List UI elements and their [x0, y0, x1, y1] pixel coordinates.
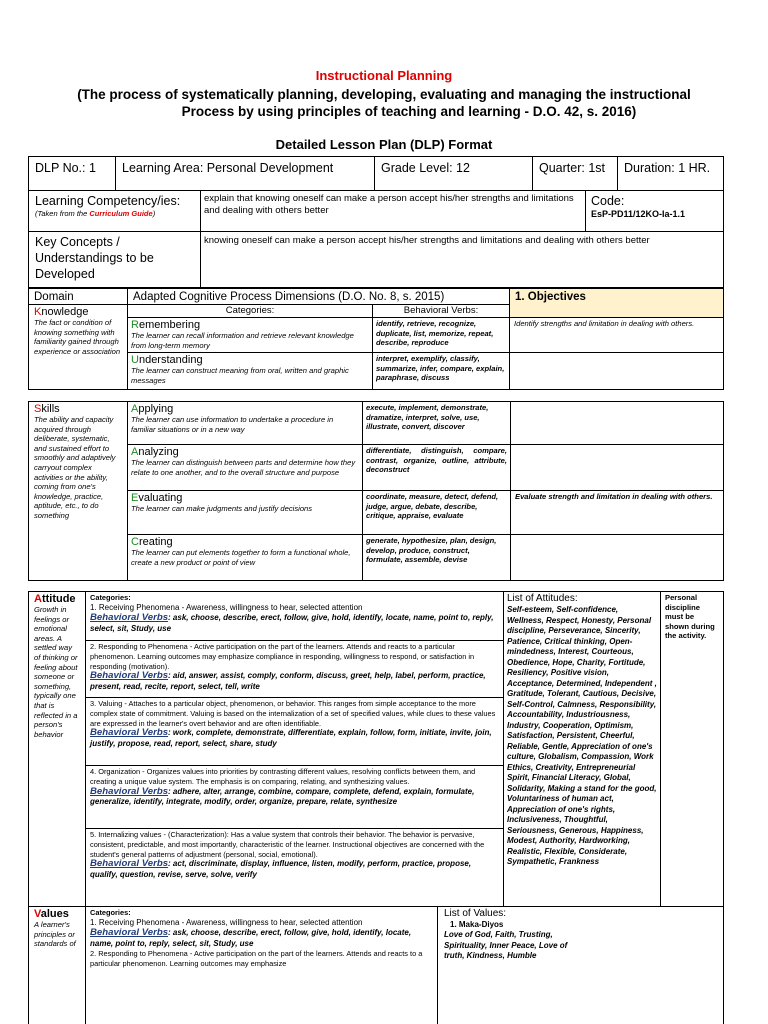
key-concepts-label: Key Concepts / Understandings to be Developed	[35, 235, 154, 281]
values-item-1-verbs: Behavioral Verbs: ask, choose, describe, erect, follow, give, hold, identify, locate, name, point to, reply, select, sit, Study, use	[90, 927, 412, 948]
key-concepts-text: knowing oneself can make a person accept his/her strengths and limitations and dealing with others better	[204, 235, 650, 246]
attitude-categories-label: Categories:	[90, 593, 131, 602]
evaluating-verbs-cell	[362, 490, 511, 535]
verbs-header: Behavioral Verbs:	[403, 305, 479, 316]
duration: Duration: 1 HR.	[624, 161, 711, 175]
categories-header: Categories:	[225, 305, 275, 316]
attitude-item-4-verbs: Behavioral Verbs: adhere, alter, arrange, combine, compare, complete, defend, explain, formulate, generalize, identify, integrate, modify, order, organize, prepare, relate, synthesize	[90, 785, 475, 806]
applying-objective-cell	[510, 401, 724, 445]
analyzing-cell	[127, 444, 363, 491]
creating-title: Creating	[131, 536, 173, 548]
analyzing-desc: The learner can distinguish between parts and determine how they relate to one another, and to the overall structure and purpose	[131, 458, 356, 477]
creating-verbs-cell	[362, 534, 511, 581]
attitudes-list-cell	[503, 591, 661, 907]
creating-desc: The learner can put elements together to form a functional whole, create a new product or point of view	[131, 548, 351, 567]
applying-verbs: execute, implement, demonstrate, dramatize, interpret, solve, use, illustrate, convert, discover	[366, 403, 489, 432]
understanding-objective-cell	[509, 352, 724, 390]
key-concepts-label-cell	[28, 231, 201, 288]
attitude-title: Attitude	[34, 593, 76, 605]
understanding-desc: The learner can construct meaning from oral, written and graphic messages	[131, 366, 349, 385]
values-item-2: 2. Responding to Phenomena - Active participation on the part of the learners. Attends and reacts to a particular phenomenon. Learning outcomes may emphasize	[90, 949, 423, 968]
format-title: Detailed Lesson Plan (DLP) Format	[275, 137, 493, 152]
attitude-item-1-head: 1. Receiving Phenomena - Awareness, willingness to hear, selected attention	[90, 602, 363, 612]
remembering-cell	[127, 317, 373, 353]
applying-desc: The learner can use information to undertake a procedure in familiar situations or in a new way	[131, 415, 334, 434]
attitude-item-1-verbs: Behavioral Verbs: ask, choose, describe, erect, follow, give, hold, identify, locate, name, point to, reply, select, sit, Study, use	[90, 612, 494, 633]
subtitle-line-1: (The process of systematically planning, developing, evaluating and managing the instructional	[77, 87, 691, 102]
remembering-title: Remembering	[131, 319, 201, 331]
attitude-item-3-verbs: Behavioral Verbs: work, complete, demonstrate, differentiate, explain, follow, form, initiate, invite, join, justify, propose, read, report, select, share, study	[90, 727, 492, 748]
grade-level-cell	[374, 156, 533, 191]
dlp-no: DLP No.: 1	[35, 161, 96, 175]
applying-cell	[127, 401, 363, 445]
skills-title: Skills	[34, 403, 60, 415]
competency-text: explain that knowing oneself can make a person accept his/her strengths and limitations and dealing with others better	[204, 193, 574, 216]
verbs-header-cell	[372, 304, 510, 318]
skills-table	[28, 401, 724, 581]
attitude-item-2-verbs: Behavioral Verbs: aid, answer, assist, comply, conform, discuss, greet, help, label, perform, practice, present, read, recite, report, select, tell, write	[90, 670, 486, 691]
curriculum-guide-note: (Taken from the Curriculum Guide)	[35, 209, 156, 218]
attitude-item-5-head: 5. Internalizing values - (Characterization): Has a value system that controls their behavior. The behavior is pervasive, consistent, predictable, and most importantly, characteristic of the learner. Instructional objectives are concerned with the student's general patterns of adjustment (personal, social, emotional).	[90, 830, 485, 859]
understanding-verbs: interpret, exemplify, classify, summarize, infer, compare, explain, paraphrase, discuss	[376, 354, 505, 383]
knowledge-objective-cell	[509, 317, 724, 353]
code-cell	[585, 190, 724, 232]
knowledge-objective: Identify strengths and limitation in dealing with others.	[514, 319, 695, 328]
dlp-no-cell	[28, 156, 116, 191]
analyzing-verbs: differentiate, distinguish, compare, contrast, organize, outline, attribute, deconstruct	[366, 446, 507, 475]
curriculum-guide-link[interactable]: Curriculum Guide	[89, 209, 153, 218]
remembering-verbs-cell	[372, 317, 510, 353]
code-value: EsP-PD11/12KO-Ia-1.1	[591, 209, 686, 219]
attitudes-list-label: List of Attitudes:	[507, 593, 578, 604]
attitude-item-5-verbs: Behavioral Verbs: act, discriminate, display, influence, listen, modify, perform, practice, propose, qualify, question, revise, serve, solve, verify	[90, 858, 472, 879]
values-categories-cell	[85, 906, 438, 1024]
applying-verbs-cell	[362, 401, 511, 445]
page-subtitle	[0, 86, 768, 120]
values-item-1: 1. Receiving Phenomena - Awareness, willingness to hear, selected attention	[90, 917, 363, 927]
attitudes-list: Self-esteem, Self-confidence, Wellness, Respect, Honesty, Personal discipline, Perseverance, Sincerity, Patience, Critical thinking, Open-mindedness, Interest, Courteous, Obedience, Hope, Charity, Fortitude, Resiliency, Positive vision, Acceptance, Determined, Independent , Gratitude, Tolerant, Cautious, Decisive, Self-Control, Calmness, Responsibility, Accountability, Industriousness, Industry, Cooperation, Optimism, Satisfaction, Persistent, Cheerful, Reliable, Gentle, Appreciation of one's culture, Globalism, Compassion, Work Ethics, Creativity, Entrepreneurial Spirit, Financial Literacy, Global, Solidarity, Making a stand for the good, Voluntariness of human act, Appreciation of one's rights, Inclusiveness, Thoughtful, Seriousness, Generous, Happiness, Modest, Authority, Hardworking, Realistic, Flexible, Considerate, Sympathetic, Frankness	[507, 605, 657, 866]
attitude-objective-cell	[660, 591, 724, 907]
objectives-header-cell	[509, 288, 724, 318]
competency-text-cell	[200, 190, 586, 232]
categories-header-cell	[127, 304, 373, 318]
values-list-item: 1. Maka-Diyos	[450, 920, 504, 929]
applying-title: Applying	[131, 403, 174, 415]
competency-label-cell	[28, 190, 201, 232]
attitude-item-2	[85, 640, 504, 698]
values-title: Values	[34, 908, 69, 920]
learning-area: Learning Area: Personal Development	[122, 161, 334, 175]
creating-verbs: generate, hypothesize, plan, design, develop, produce, construct, formulate, assemble, devise	[366, 536, 497, 565]
evaluating-desc: The learner can make judgments and justify decisions	[131, 504, 313, 513]
code-label: Code:	[591, 194, 625, 208]
grade-level: Grade Level: 12	[381, 161, 470, 175]
attitude-item-1	[85, 591, 504, 641]
domain-header: Domain	[34, 291, 74, 303]
remembering-desc: The learner can recall information and retrieve relevant knowledge from long-term memory	[131, 331, 354, 350]
evaluating-objective: Evaluate strength and limitation in dealing with others.	[515, 492, 713, 501]
values-list-cell	[437, 906, 724, 1024]
attitude-item-4-head: 4. Organization - Organizes values into priorities by contrasting different values, resolving conflicts between them, and creating a unique value system. The emphasis is on comparing, relating, and synthesizing values.	[90, 767, 476, 786]
understanding-verbs-cell	[372, 352, 510, 390]
analyzing-verbs-cell	[362, 444, 511, 491]
evaluating-verbs: coordinate, measure, detect, defend, judge, argue, debate, describe, critique, appraise, evaluate	[366, 492, 499, 521]
duration-cell	[617, 156, 724, 191]
analyzing-objective-cell	[510, 444, 724, 491]
knowledge-table	[28, 288, 724, 390]
attitude-desc: Growth in feelings or emotional areas. A settled way of thinking or feeling about someone or something, typically one that is reflected in a person's behavior	[34, 605, 78, 739]
page-title: Instructional Planning	[315, 68, 453, 83]
competency-label: Learning Competency/ies:	[35, 194, 181, 208]
attitude-item-4	[85, 765, 504, 829]
attitude-item-2-head: 2. Responding to Phenomena - Active participation on the part of the learners. Attends and reacts to a particular phenomenon. Learning outcomes may emphasize compliance in responding, willingness to respond, or satisfaction in responding (motivation).	[90, 642, 475, 671]
dlp-header-table	[28, 156, 724, 288]
knowledge-desc: The fact or condition of knowing something with familiarity gained through experience or association	[34, 318, 121, 356]
subtitle-line-2: Process by using principles of teaching and learning - D.O. 42, s. 2016)	[181, 104, 637, 119]
understanding-title: Understanding	[131, 354, 203, 366]
values-table	[28, 906, 724, 1024]
domain-header-cell	[28, 288, 128, 305]
knowledge-title: Knowledge	[34, 306, 89, 318]
values-list-label: List of Values:	[444, 908, 507, 919]
learning-area-cell	[115, 156, 375, 191]
evaluating-title: Evaluating	[131, 492, 183, 504]
remembering-verbs: identify, retrieve, recognize, duplicate, list, memorize, repeat, describe, reproduce	[376, 319, 494, 348]
values-list-text: Love of God, Faith, Trusting, Spirituality, Inner Peace, Love of truth, Kindness, Humble	[444, 930, 568, 961]
quarter: Quarter: 1st	[539, 161, 605, 175]
dimensions-header-cell	[127, 288, 510, 305]
understanding-cell	[127, 352, 373, 390]
objectives-header: 1. Objectives	[515, 291, 586, 303]
attitude-table	[28, 591, 724, 907]
quarter-cell	[532, 156, 618, 191]
dimensions-header: Adapted Cognitive Process Dimensions (D.O. No. 8, s. 2015)	[133, 291, 445, 303]
attitude-item-5	[85, 828, 504, 907]
values-desc: A learner's principles or standards of	[34, 920, 76, 949]
knowledge-domain-cell	[28, 304, 128, 390]
analyzing-title: Analyzing	[131, 446, 179, 458]
evaluating-objective-cell	[510, 490, 724, 535]
key-concepts-text-cell	[200, 231, 724, 288]
skills-desc: The ability and capacity acquired through deliberate, systematic, and sustained effort to smoothly and adaptively carryout complex activities or the ability, coming from one's knowledge, practice, aptitude, etc., to do something	[34, 415, 116, 520]
attitude-item-3-head: 3. Valuing - Attaches to a particular object, phenomenon, or behavior. This ranges from simple acceptance to the more complex state of commitment. Valuing is based on the internalization of a set of specified values, while clues to these values are expressed in the learner's overt behavior and are often identifiable.	[90, 699, 496, 728]
skills-domain-cell	[28, 401, 128, 581]
creating-cell	[127, 534, 363, 581]
values-domain-cell	[28, 906, 86, 1024]
attitude-item-3	[85, 697, 504, 766]
creating-objective-cell	[510, 534, 724, 581]
evaluating-cell	[127, 490, 363, 535]
values-categories-label: Categories:	[90, 908, 131, 917]
attitude-domain-cell	[28, 591, 86, 907]
attitude-objective: Personal discipline must be shown during the activity.	[665, 593, 715, 641]
